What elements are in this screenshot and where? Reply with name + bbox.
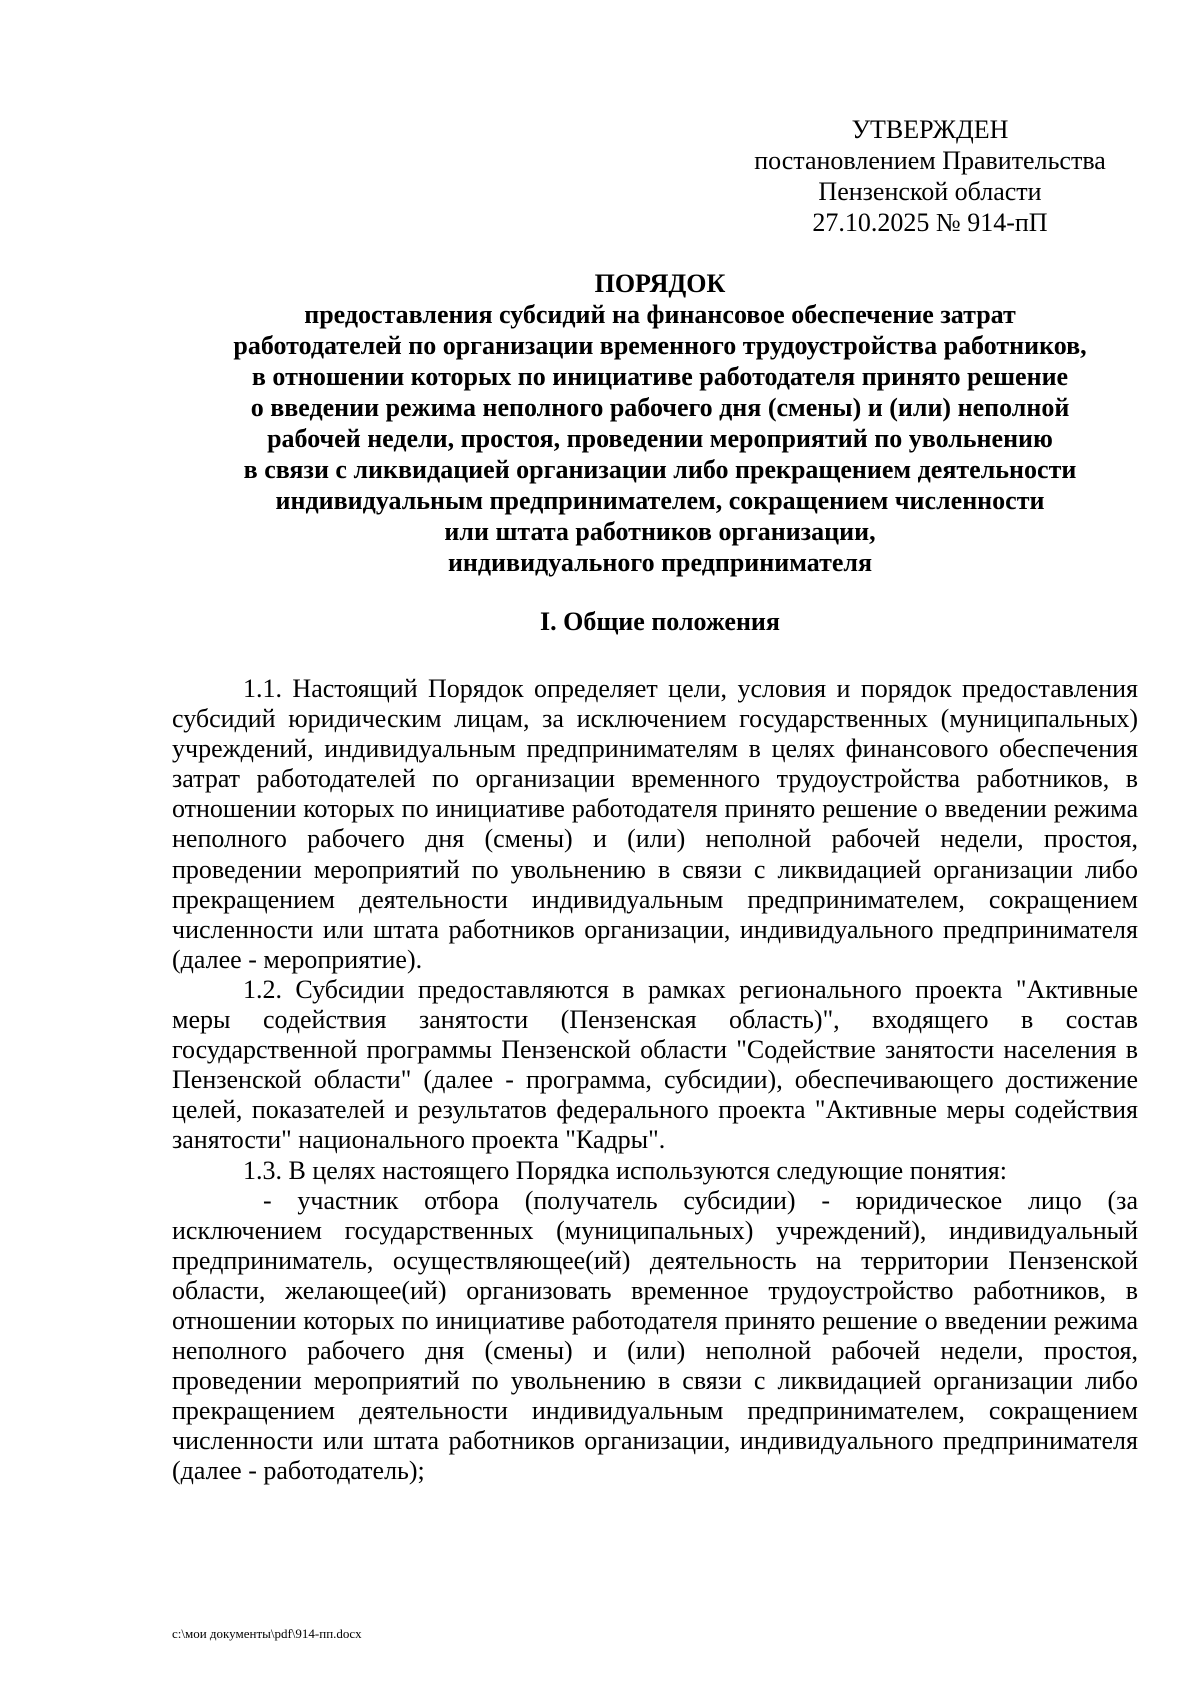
document-title: [160, 268, 1160, 578]
title-line: или штата работников организации,: [444, 517, 876, 546]
title-line: индивидуальным предпринимателем, сокращением численности: [275, 486, 1045, 515]
title-heading: ПОРЯДОК: [594, 269, 726, 298]
title-line: в отношении которых по инициативе работодателя принято решение: [251, 362, 1069, 391]
approval-date-number: 27.10.2025 № 914-пП: [812, 208, 1048, 237]
approval-stamp: [720, 114, 1140, 238]
title-line: рабочей недели, простоя, проведении мероприятий по увольнению: [267, 424, 1053, 453]
title-line: о введении режима неполного рабочего дня (смены) и (или) неполной: [250, 393, 1070, 422]
file-path-footer: c:\мои документы\pdf\914-пп.docx: [172, 1626, 362, 1641]
approval-region: Пензенской области: [818, 177, 1042, 206]
title-line: предоставления субсидий на финансовое обеспечение затрат: [304, 300, 1016, 329]
paragraph-1-3: 1.3. В целях настоящего Порядка используются следующие понятия:: [243, 1155, 1007, 1185]
title-line: индивидуального предпринимателя: [447, 548, 873, 577]
title-line: в связи с ликвидацией организации либо прекращением деятельности: [243, 455, 1077, 484]
title-line: работодателей по организации временного трудоустройства работников,: [233, 331, 1087, 360]
section-heading: I. Общие положения: [540, 607, 780, 636]
paragraph-1-2: 1.2. Субсидии предоставляются в рамках регионального проекта "Активные меры содействия занятости (Пензенская область)", входящего в состав государственной программы Пензенской области "Содействие занятости населения в Пензенской области" (далее - программа, субсидии), обеспечивающего достижение целей, показателей и результатов федерального проекта "Активные меры содействия занятости" национального проекта "Кадры".: [172, 974, 1138, 1155]
approval-authority: постановлением Правительства: [754, 146, 1106, 175]
approval-title: УТВЕРЖДЕН: [851, 115, 1009, 144]
document-body: [172, 674, 1138, 1487]
paragraph-1-1: 1.1. Настоящий Порядок определяет цели, условия и порядок предоставления субсидий юридическим лицам, за исключением государственных (муниципальных) учреждений, индивидуальным предпринимателям в целях финансового обеспечения затрат работодателей по организации временного трудоустройства работников, в отношении которых по инициативе работодателя принято решение о введении режима неполного рабочего дня (смены) и (или) неполной рабочей недели, простоя, проведении мероприятий по увольнению в связи с ликвидацией организации либо прекращением деятельности индивидуальным предпринимателем, сокращением численности или штата работников организации, индивидуального предпринимателя (далее - мероприятие).: [172, 674, 1138, 974]
definition-item: - участник отбора (получатель субсидии) - юридическое лицо (за исключением государственных (муниципальных) учреждений), индивидуальный предприниматель, осуществляющее(ий) деятельность на территории Пензенской области, желающее(ий) организовать временное трудоустройство работников, в отношении которых по инициативе работодателя принято решение о введении режима неполного рабочего дня (смены) и (или) неполной рабочей недели, простоя, проведении мероприятий по увольнению в связи с ликвидацией организации либо прекращением деятельности индивидуальным предпринимателем, сокращением численности или штата работников организации, индивидуального предпринимателя (далее - работодатель);: [172, 1185, 1138, 1486]
